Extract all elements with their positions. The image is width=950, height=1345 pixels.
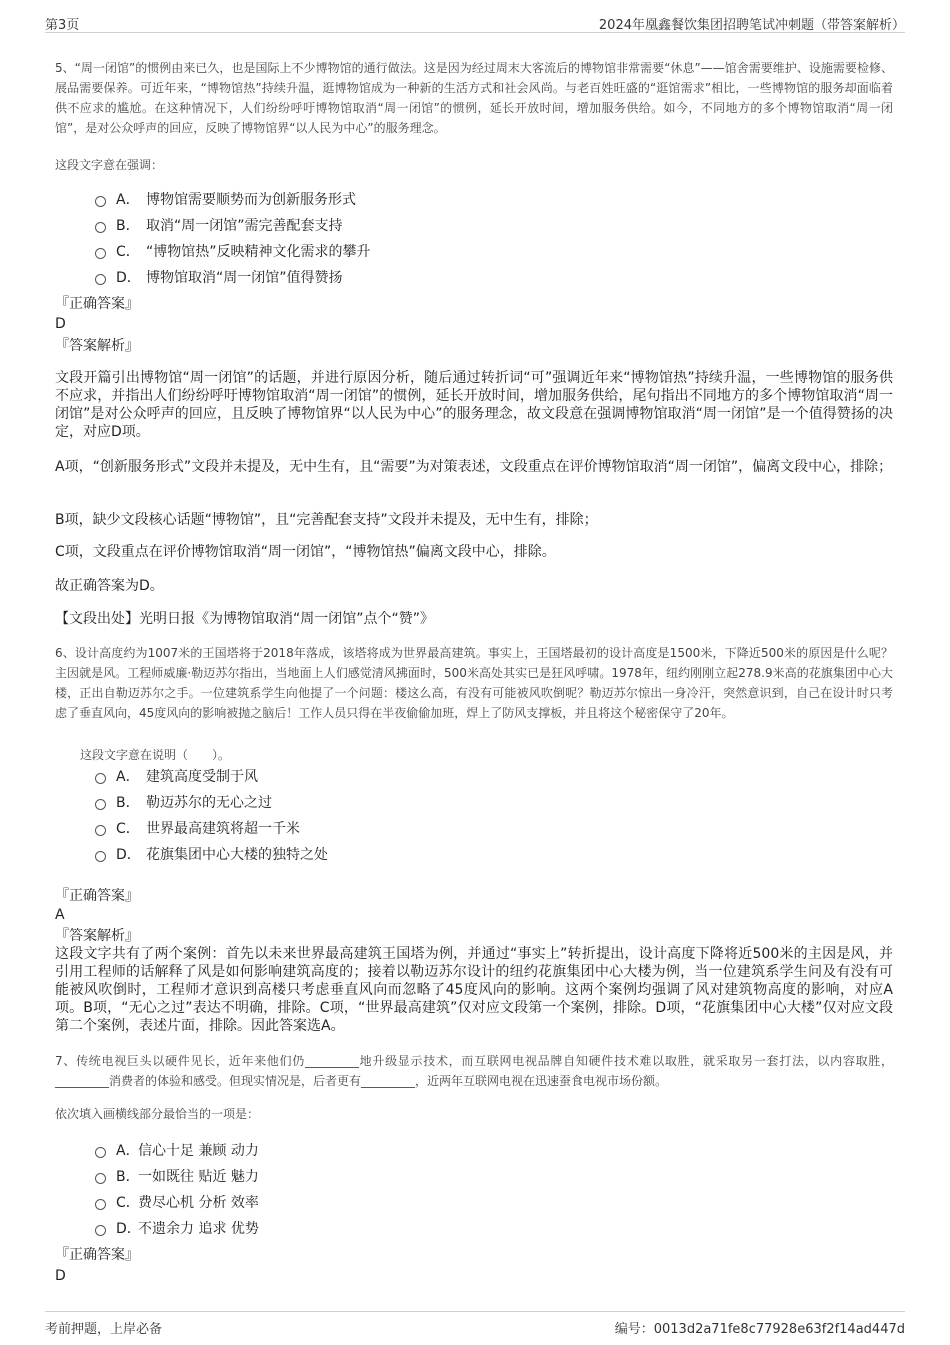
q7-option-b[interactable]: B． 一如既往 贴近 魅力: [95, 1163, 259, 1189]
q6-prompt: 这段文字意在说明（ ）。: [80, 748, 231, 762]
q5-answer: D: [55, 316, 66, 332]
q7-prompt: 依次填入画横线部分最恰当的一项是：: [55, 1107, 260, 1121]
radio-icon[interactable]: [95, 1199, 106, 1210]
q5-source: 【文段出处】光明日报《为博物馆取消“周一闭馆”点个“赞”》: [55, 611, 435, 627]
radio-icon[interactable]: [95, 851, 106, 862]
q6-analysis-label: 『答案解析』: [55, 928, 139, 944]
q7-option-c[interactable]: C． 费尽心机 分析 效率: [95, 1189, 259, 1215]
q5-prompt: 这段文字意在强调：: [55, 158, 164, 172]
q5-option-a[interactable]: A． 博物馆需要顺势而为创新服务形式: [95, 186, 371, 212]
q5-analysis-p3: B项，缺少文段核心话题“博物馆”，且“完善配套支持”文段并未提及，无中生有，排除；: [55, 512, 598, 528]
q5-analysis-p1: 文段开篇引出博物馆“周一闭馆”的话题，并进行原因分析，随后通过转折词“可”强调近年来“博物馆热”持续升温，一些博物馆的服务供不应求，并指出人们纷纷呼吁博物馆取消“周一闭馆”的惯例，延长开放时间，增加服务供给，尾句指出不同地方的多个博物馆取消“周一闭馆”是对公众呼声的回应，且反映了博物馆界“以人民为中心”的服务理念，故文段意在强调博物馆取消“周一闭馆”是一个值得赞扬的决定，对应D项。: [55, 370, 893, 440]
q6-option-a[interactable]: A． 建筑高度受制于风: [95, 763, 328, 789]
footer-slogan: 考前押题，上岸必备: [45, 1322, 163, 1337]
q5-option-c[interactable]: C． “博物馆热”反映精神文化需求的攀升: [95, 238, 371, 264]
q5-analysis-p4: C项，文段重点在评价博物馆取消“周一闭馆”，“博物馆热”偏离文段中心，排除。: [55, 544, 556, 560]
radio-icon[interactable]: [95, 274, 106, 285]
q6-answer-label: 『正确答案』: [55, 888, 139, 904]
radio-icon[interactable]: [95, 799, 106, 810]
q5-analysis-p2: A项，“创新服务形式”文段并未提及，无中生有，且“需要”为对策表述，文段重点在评价博物馆取消“周一闭馆”，偏离文段中心，排除；: [55, 459, 893, 475]
q6-option-c[interactable]: C． 世界最高建筑将超一千米: [95, 815, 328, 841]
radio-icon[interactable]: [95, 1225, 106, 1236]
q7-options: [95, 1137, 259, 1241]
q6-options: [95, 763, 328, 867]
q7-option-d[interactable]: D． 不遗余力 追求 优势: [95, 1215, 259, 1241]
document-title: 2024年凰鑫餐饮集团招聘笔试冲刺题（带答案解析）: [598, 18, 905, 33]
radio-icon[interactable]: [95, 1147, 106, 1158]
q6-option-d[interactable]: D． 花旗集团中心大楼的独特之处: [95, 841, 328, 867]
q5-analysis-label: 『答案解析』: [55, 338, 139, 354]
page-header: [45, 10, 905, 33]
code-value: 0013d2a71fe8c77928e63f2f14ad447d: [653, 1322, 905, 1337]
q7-option-a[interactable]: A． 信心十足 兼顾 动力: [95, 1137, 259, 1163]
q7-stem: 7、传统电视巨头以硬件见长，近年来他们仍_________地升级显示技术，而互联网电视品牌自知硬件技术难以取胜，就采取另一套打法，以内容取胜，_________消费者的体验和感受。但现实情况是，后者更有_________，近两年互联网电视在迅速蚕食电视市场份额。: [55, 1054, 893, 1088]
page-number: 第3页: [45, 18, 80, 33]
q7-answer-label: 『正确答案』: [55, 1247, 139, 1263]
q5-stem: 5、“周一闭馆”的惯例由来已久，也是国际上不少博物馆的通行做法。这是因为经过周末大客流后的博物馆非常需要“休息”——馆舍需要维护、设施需要检修、展品需要保养。可近年来，“博物馆热”持续升温，逛博物馆成为一种新的生活方式和社会风尚。与老百姓旺盛的“逛馆需求”相比，一些博物馆的服务却面临着供不应求的尴尬。在这种情况下，人们纷纷呼吁博物馆取消“周一闭馆”的惯例，延长开放时间，增加服务供给。如今，不同地方的多个博物馆取消“周一闭馆”，是对公众呼声的回应，反映了博物馆界“以人民为中心”的服务理念。: [55, 61, 893, 135]
radio-icon[interactable]: [95, 196, 106, 207]
q5-option-b[interactable]: B． 取消“周一闭馆”需完善配套支持: [95, 212, 371, 238]
radio-icon[interactable]: [95, 1173, 106, 1184]
q6-answer: A: [55, 907, 65, 923]
q7-answer: D: [55, 1268, 66, 1284]
q6-stem: 6、设计高度约为1007米的王国塔将于2018年落成，该塔将成为世界最高建筑。事实上，王国塔最初的设计高度是1500米，下降近500米的原因是什么呢？主因就是风。工程师威廉·勒迈苏尔指出，当地面上人们感觉清风拂面时，500米高处其实已是狂风呼啸。1978年，纽约刚刚立起278.9米高的花旗集团中心大楼，正出自勒迈苏尔之手。一位建筑系学生向他提了一个问题：楼这么高，有没有可能被风吹倒呢？勒迈苏尔惊出一身冷汗，突然意识到，自己在设计时只考虑了垂直风向，45度风向的影响被抛之脑后！工作人员只得在半夜偷偷加班，焊上了防风支撑板，并且将这个秘密保守了20年。: [55, 646, 893, 720]
page-footer: [45, 1311, 905, 1342]
document-code: [615, 1318, 905, 1337]
q5-answer-label: 『正确答案』: [55, 296, 139, 312]
q6-option-b[interactable]: B． 勒迈苏尔的无心之过: [95, 789, 328, 815]
radio-icon[interactable]: [95, 825, 106, 836]
radio-icon[interactable]: [95, 248, 106, 259]
q5-options: [95, 186, 371, 290]
radio-icon[interactable]: [95, 222, 106, 233]
q5-analysis-p5: 故正确答案为D。: [55, 578, 164, 594]
radio-icon[interactable]: [95, 773, 106, 784]
code-label: 编号：: [614, 1322, 654, 1337]
q5-option-d[interactable]: D． 博物馆取消“周一闭馆”值得赞扬: [95, 264, 371, 290]
q6-analysis: 这段文字共有了两个案例：首先以未来世界最高建筑王国塔为例，并通过“事实上”转折提出，设计高度下降将近500米的主因是风，并引用工程师的话解释了风是如何影响建筑高度的；接着以勒迈苏尔设计的纽约花旗集团中心大楼为例，当一位建筑系学生问及有没有可能被风吹倒时，工程师才意识到高楼只考虑垂直风向而忽略了45度风向的影响。这两个案例均强调了风对建筑物高度的影响，对应A项。B项，“无心之过”表达不明确，排除。C项，“世界最高建筑”仅对应文段第一个案例，排除。D项，“花旗集团中心大楼”仅对应文段第二个案例，表述片面，排除。因此答案选A。: [55, 946, 893, 1034]
